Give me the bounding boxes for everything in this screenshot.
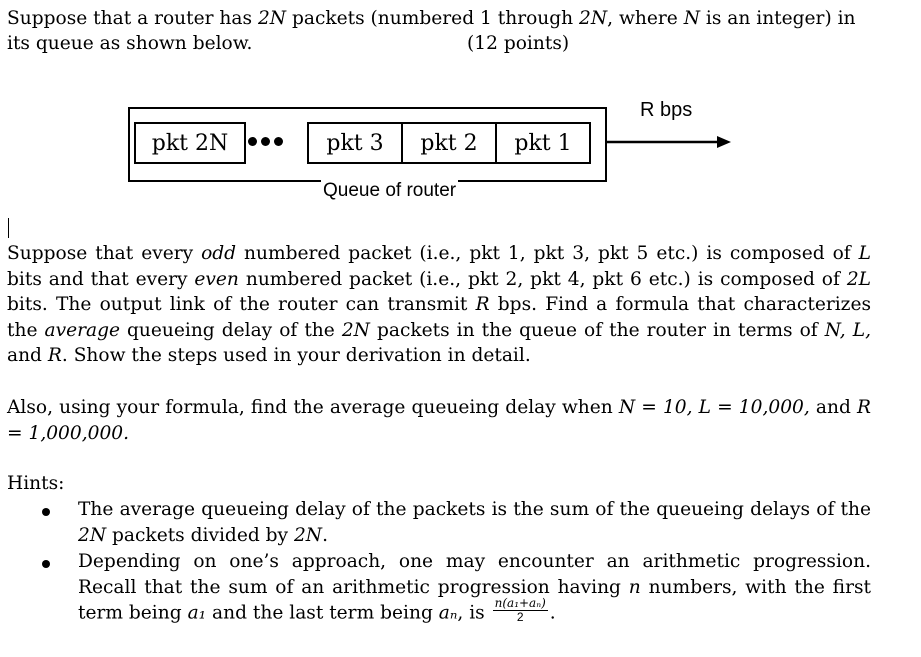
intro-line-1	[7, 6, 871, 32]
bullet-icon	[42, 560, 50, 568]
hint-item: The average queueing delay of the packets is the sum of the queueing delays of the 2N packets divided by 2N.	[0, 497, 871, 548]
emphasis-odd: odd	[201, 243, 237, 264]
intro-line-2	[7, 31, 871, 57]
var-2n: 2N	[579, 8, 608, 29]
output-arrow-icon	[607, 133, 735, 151]
packet-3: pkt 3	[307, 122, 403, 164]
emphasis-even: even	[194, 268, 239, 290]
emphasis-average: average	[44, 319, 120, 341]
given-values: N = 10, L = 10,000,	[618, 397, 810, 418]
intro-text: is an integer) in	[699, 8, 856, 29]
intro-text: its queue as shown below.	[7, 33, 253, 54]
rate-label: R bps	[640, 99, 693, 121]
queue-label: Queue of router	[323, 180, 457, 201]
problem-paragraph: Suppose that every odd numbered packet (i.e., pkt 1, pkt 3, pkt 5 etc.) is composed of L bits and that every even numbered packet (i.e., pkt 2, pkt 4, pkt 6 etc.) is composed of 2L bits. The output link of the router can transmit R bps. Find a formula that characterizes the average queueing delay of the 2N packets in the queue of the router in terms of N, L, and R. Show the steps used in your derivation in detail.	[7, 243, 872, 366]
intro-text: Suppose that a router has	[7, 8, 258, 29]
question-paragraph: Also, using your formula, find the average queueing delay when N = 10, L = 10,000, and R = 1,000,000.	[7, 397, 871, 444]
packet-1: pkt 1	[495, 122, 591, 164]
packet-2n: pkt 2N	[134, 122, 246, 164]
points-label: (12 points)	[467, 33, 570, 54]
hint-item: Depending on one’s approach, one may encounter an arithmetic progression. Recall that the sum of an arithmetic progression having n numbers, with the first term being a₁ and the last term being aₙ, is $\frac{\text{n(a₁+aₙ)}}{2}$ .	[0, 549, 871, 627]
text-cursor	[8, 218, 9, 238]
bullet-icon	[42, 508, 50, 516]
sum-formula-fraction: $\frac{\text{n(a₁+aₙ)}}{2}$	[494, 596, 546, 624]
ellipsis-dots	[248, 131, 287, 150]
var-2n: 2N	[257, 8, 287, 29]
given-rate: R = 1,000,000.	[7, 397, 871, 444]
intro-text: , where	[607, 8, 684, 29]
intro-text: packets (numbered 1 through	[286, 8, 580, 29]
packet-2: pkt 2	[401, 122, 497, 164]
hints-list	[0, 497, 871, 627]
hints-title: Hints:	[7, 473, 65, 494]
var-n: N	[683, 8, 700, 29]
